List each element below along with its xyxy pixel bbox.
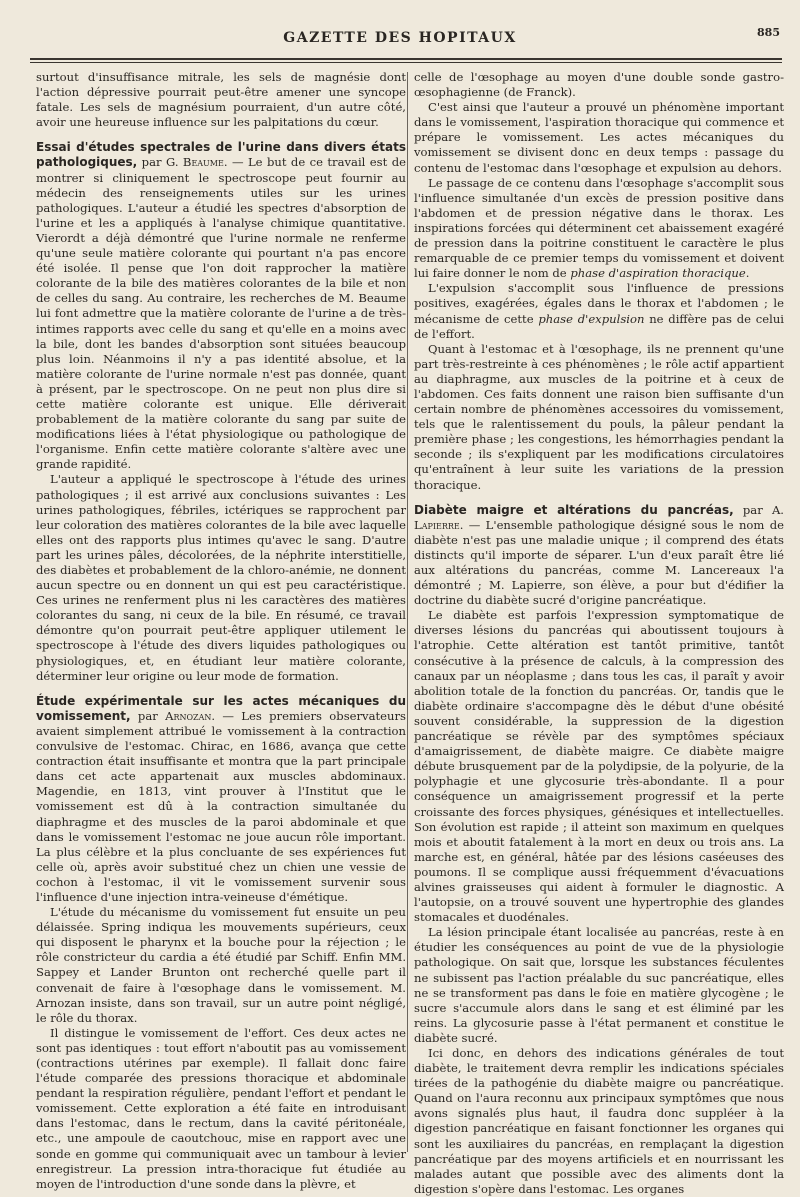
article-text: — Les premiers observateurs avaient simplement attribué le vomissement à la contraction convulsive de l'estomac. Chirac, en 1686, avança que cette contraction était insuffisante et montra que la part principale dans cet acte appartenait aux muscles abdominaux. Magendie, en 1813, vint prouver à l'Institut que le vomissement est dû à la contraction simultanée du diaphragme et des muscles de la paroi abdominale et que dans le vomissement l'estomac ne joue aucun rôle important. La plus célèbre et la plus concluante de ses expériences fut celle où, après avoir substitué chez un chien une vessie de cochon à l'estomac, il vit le vomissement survenir sous l'influence d'une injection intra-veineuse d'émétique. bbox=[36, 708, 406, 904]
byline-par: par bbox=[130, 708, 166, 723]
italic-term: phase d'aspiration thoracique bbox=[570, 266, 746, 281]
article-author: Arnozan. bbox=[165, 708, 216, 723]
right-column bbox=[414, 70, 784, 1197]
byline-par: par bbox=[137, 155, 166, 170]
paragraph: L'étude du mécanisme du vomissement fut ensuite un peu délaissée. Spring indiqua les mouvements supérieurs, ceux qui disposent le pharynx et la bouche pour la réjection ; le rôle constricteur du cardia a été étudié par Schiff. Enfin MM. Sappey et Lander Brunton ont recherché quelle part il convenait de faire à l'œsophage dans le vomissement. M. Arnozan insiste, dans son travail, sur un autre point négligé, le rôle du thorax. bbox=[36, 905, 406, 1025]
text-run: . bbox=[745, 266, 750, 281]
article-spectral-urine bbox=[36, 140, 406, 472]
byline-par: par bbox=[733, 502, 772, 517]
article-author: A. Lapierre. bbox=[414, 502, 784, 532]
paragraph: Quant à l'estomac et à l'œsophage, ils ne prennent qu'une part très-restreinte à ces phénomènes ; le rôle actif appartient au diaphragme, aux muscles de la poitrine et à ceux de l'abdomen. Ces faits donnent une raison bien suffisante d'un certain nombre de phénomènes accessoires du vomissement, tels que le ralentissement du pouls, la pâleur pendant la première phase ; les congestions, les hémorrhagies pendant la seconde ; ils s'expliquent par les modifications circulatoires qu'entraînent à leur suite les variations de la pression thoracique. bbox=[414, 341, 784, 492]
article-title: Étude expérimentale sur les actes mécaniques du vomissement, bbox=[36, 693, 406, 723]
article-title: Essai d'études spectrales de l'urine dans divers états pathologiques, bbox=[36, 140, 406, 170]
article-vomissement bbox=[36, 694, 406, 905]
header-rule-thick bbox=[30, 58, 782, 60]
article-text: — Le but de ce travail est de montrer si cliniquement le spectroscope peut fournir au médecin des renseignements utiles sur les urines pathologiques. L'auteur a étudié les spectres d'absorption de l'urine et les a appliqués à l'analyse chimique quantitative. Vierordt a déjà démontré que l'urine normale ne renferme qu'une seule matière colorante qui pourtant n'a pas encore été isolée. Il pense que l'on doit rapprocher la matière colorante de la bile des matières colorantes de la bile et non de celles du sang. Au contraire, les recherches de M. Beaume lui font admettre que la matière colorante de l'urine a de très-intimes rapports avec celle du sang et qu'elle en a moins avec la bile, dont les bandes d'absorption sont situées beaucoup plus loin. Néanmoins il n'y a pas identité absolue, et la matière colorante de l'urine normale n'est pas donnée, quant à présent, par le spectroscope. On ne peut non plus dire si cette matière colorante est unique. Elle dériverait probablement de la matière colorante du sang par suite de modifications liées à l'état physiologique ou pathologique de l'organisme. Enfin cette matière colorante s'altère avec une grande rapidité. bbox=[36, 155, 406, 472]
column-divider bbox=[407, 72, 408, 1152]
paragraph bbox=[414, 176, 784, 282]
header-rule-thin bbox=[30, 62, 782, 63]
paragraph: L'auteur a appliqué le spectroscope à l'étude des urines pathologiques ; il est arrivé aux conclusions suivantes : Les urines pathologiques, fébriles, ictériques se rapprochent par leur coloration des matières colorantes de la bile avec laquelle elles ont des rapports plus intimes qu'avec le sang. D'autre part les urines pâles, décolorées, de la néphrite interstitielle, des diabètes et probablement de la chloro-anémie, ne donnent aucun spectre ou en donnent un qui est peu caractéristique. Ces urines ne renferment plus ni les caractères des matières colorantes du sang, ni ceux de la bile. En résumé, ce travail démontre qu'on pourrait peut-être appliquer utilement le spectroscope à l'étude des divers liquides pathologiques ou physiologiques, et, en étudiant leur matière colorante, déterminer leur origine ou leur mode de formation. bbox=[36, 472, 406, 683]
journal-title: GAZETTE DES HOPITAUX bbox=[283, 30, 517, 46]
article-text: — L'ensemble pathologique désigné sous le nom de diabète n'est pas une maladie unique ; il comprend des états distincts qu'il importe de séparer. L'un d'eux paraît être lié aux altérations du pancréas, comme M. Lancereaux l'a démontré ; M. Lapierre, son élève, a pour but d'édifier la doctrine du diabète sucré d'origine pancréatique. bbox=[414, 517, 784, 608]
paragraph: Il distingue le vomissement de l'effort. Ces deux actes ne sont pas identiques : tout effort n'aboutit pas au vomissement (contractions utérines par exemple). Il fallait donc faire l'étude comparée des pressions thoracique et abdominale pendant la respiration régulière, pendant l'effort et pendant le vomissement. Cette exploration a été faite en introduisant dans l'estomac, dans le rectum, dans la cavité péritonéale, etc., une ampoule de caoutchouc, mise en rapport avec une sonde en gomme qui communiquait avec un tambour à levier enregistreur. La pression intra-thoracique fut étudiée au moyen de l'introduction d'une sonde dans la plèvre, et bbox=[36, 1025, 406, 1191]
paragraph: Le diabète est parfois l'expression symptomatique de diverses lésions du pancréas qui aboutissent toujours à l'atrophie. Cette altération est tantôt primitive, tantôt consécutive à la présence de calculs, à la compression des canaux par un néoplasme ; dans tous les cas, il paraît y avoir abolition totale de la fonction du pancréas. Or, tandis que le diabète ordinaire s'accompagne dès le début d'une obésité souvent considérable, la suppression de la digestion pancréatique se révèle par des symptômes spéciaux d'amaigrissement, de diabète maigre. Ce diabète maigre débute brusquement par de la polydipsie, de la polyurie, de la polyphagie et une glycosurie très-abondante. Il a pour conséquence un amaigrissement progressif et la perte croissante des forces physiques, génésiques et intellectuelles. Son évolution est rapide ; il atteint son maximum en quelques mois et aboutit fatalement à la mort en deux ou trois ans. La marche est, en général, hâtée par des lésions caséeuses des poumons. Il se complique aussi fréquemment d'évacuations alvines graisseuses qui aident à formuler le diagnostic. A l'autopsie, on a trouvé souvent une hypertrophie des glandes stomacales et duodénales. bbox=[414, 608, 784, 925]
article-title: Diabète maigre et altérations du pancréas, bbox=[414, 502, 734, 517]
article-diabete-maigre bbox=[414, 503, 784, 609]
paragraph: surtout d'insuffisance mitrale, les sels de magnésie dont l'action dépressive pourrait peut-être amener une syncope fatale. Les sels de magnésium pourraient, d'un autre côté, avoir une heureuse influence sur les palpitations du cœur. bbox=[36, 70, 406, 130]
text-run: ne diffère pas de celui de l'effort. bbox=[414, 311, 784, 341]
paragraph bbox=[414, 281, 784, 341]
paragraph: celle de l'œsophage au moyen d'une double sonde gastro-œsophagienne (de Franck). bbox=[414, 70, 784, 100]
paragraph: Ici donc, en dehors des indications générales de tout diabète, le traitement devra remplir les indications spéciales tirées de la pathogénie du diabète maigre ou pancréatique. Quand on l'aura reconnu aux principaux symptômes que nous avons signalés plus haut, il faudra donc suppléer à la digestion pancréatique en faisant fonctionner les organes qui sont les auxiliaires du pancréas, en remplaçant la digestion pancréatique par des moyens artificiels et en nourrissant les malades autant que possible avec des aliments dont la digestion s'opère dans l'estomac. Les organes bbox=[414, 1046, 784, 1196]
paragraph: La lésion principale étant localisée au pancréas, reste à en étudier les conséquences au point de vue de la physiologie pathologique. On sait que, lorsque les substances féculentes ne subissent pas l'action préalable du suc pancréatique, elles ne se transforment pas dans le foie en matière glycogène ; le sucre s'accumule alors dans le sang et est éliminé par les reins. La glycosurie passe à l'état permanent et constitue le diabète sucré. bbox=[414, 925, 784, 1045]
text-run: Le passage de ce contenu dans l'œsophage s'accomplit sous l'influence simultanée d'un excès de pression positive dans l'abdomen et de pression négative dans le thorax. Les inspirations forcées qui déterminent cet abaissement exagéré de pression dans la poitrine constituent le caractère le plus remarquable de ce premier temps du vomissement et doivent lui faire donner le nom de bbox=[414, 175, 784, 281]
left-column bbox=[36, 70, 406, 1192]
article-author: G. Beaume. bbox=[165, 155, 228, 170]
paragraph: C'est ainsi que l'auteur a prouvé un phénomène important dans le vomissement, l'aspiration thoracique qui commence et prépare le vomissement. Les actes mécaniques du vomissement se divisent donc en deux temps : passage du contenu de l'estomac dans l'œsophage et expulsion au dehors. bbox=[414, 100, 784, 175]
page-number: 885 bbox=[757, 26, 780, 39]
text-run: L'expulsion s'accomplit sous l'influence de pressions positives, exagérées, égales dans le thorax et l'abdomen ; le mécanisme de cette bbox=[414, 281, 784, 326]
italic-term: phase d'expulsion bbox=[538, 311, 645, 326]
